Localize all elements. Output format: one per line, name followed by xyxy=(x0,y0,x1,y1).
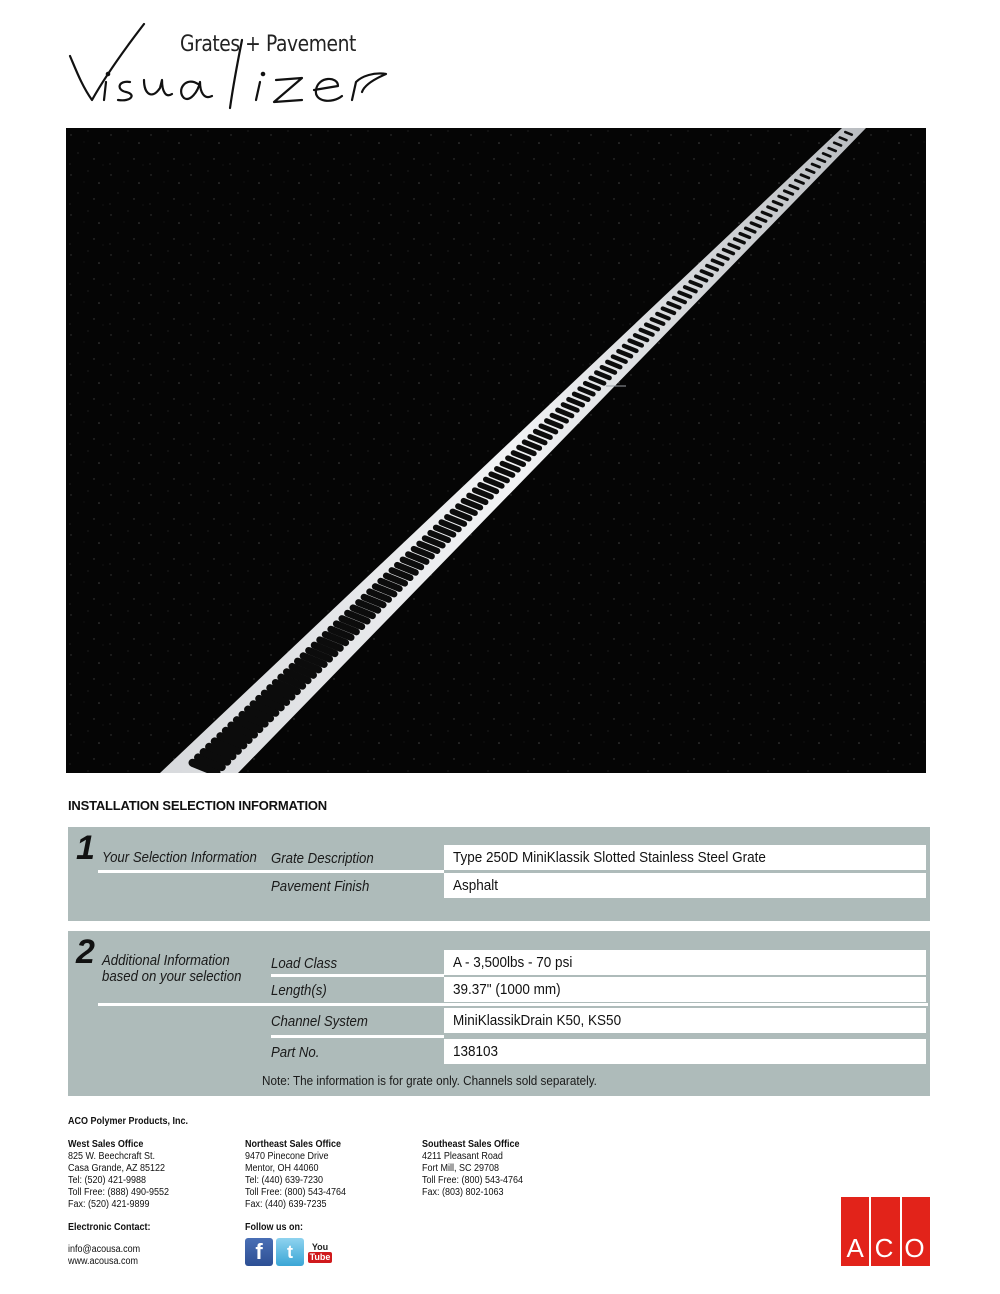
divider xyxy=(98,1003,928,1006)
panel-number: 1 xyxy=(76,829,95,867)
part-no-label: Part No. xyxy=(271,1044,320,1061)
office-heading: Southeast Sales Office xyxy=(422,1139,520,1150)
office-line: 9470 Pinecone Drive xyxy=(245,1151,329,1162)
hero-image xyxy=(66,128,926,773)
office-line: Casa Grande, AZ 85122 xyxy=(68,1163,166,1174)
panel-number: 2 xyxy=(76,933,95,971)
facebook-icon[interactable]: f xyxy=(245,1238,273,1266)
west-sales-office xyxy=(68,1139,169,1211)
section-title: INSTALLATION SELECTION INFORMATION xyxy=(68,798,327,813)
office-line: 825 W. Beechcraft St. xyxy=(68,1151,156,1162)
additional-info-panel xyxy=(68,931,930,1096)
panel-label: Your Selection Information xyxy=(102,849,257,866)
pavement-finish-label: Pavement Finish xyxy=(271,878,370,895)
grate-description-value: Type 250D MiniKlassik Slotted Stainless Steel Grate xyxy=(444,845,926,870)
divider xyxy=(98,870,444,873)
southeast-sales-office xyxy=(422,1139,523,1199)
office-heading: Northeast Sales Office xyxy=(245,1139,342,1150)
office-heading: West Sales Office xyxy=(68,1139,144,1150)
follow-heading: Follow us on: xyxy=(245,1222,303,1233)
length-value: 39.37" (1000 mm) xyxy=(444,977,926,1002)
load-class-value: A - 3,500lbs - 70 psi xyxy=(444,950,926,975)
office-line: Tel: (520) 421-9988 xyxy=(68,1175,147,1186)
panel-note: Note: The information is for grate only. Channels sold separately. xyxy=(262,1073,597,1088)
panel-label-line1: Additional Information xyxy=(102,952,230,969)
email-link[interactable]: info@acousa.com xyxy=(68,1244,141,1255)
length-label: Length(s) xyxy=(271,982,327,999)
panel-label-line2: based on your selection xyxy=(102,968,242,985)
aco-logo-text: A C O xyxy=(846,1233,925,1263)
office-line: Fax: (803) 802-1063 xyxy=(422,1187,504,1198)
divider xyxy=(271,1035,444,1038)
channel-system-value: MiniKlassikDrain K50, KS50 xyxy=(444,1008,926,1033)
visualizer-logo xyxy=(66,20,396,116)
office-line: Mentor, OH 44060 xyxy=(245,1163,319,1174)
office-line: Tel: (440) 639-7230 xyxy=(245,1175,324,1186)
contact-heading: Electronic Contact: xyxy=(68,1222,151,1233)
office-line: Fort Mill, SC 29708 xyxy=(422,1163,500,1174)
load-class-label: Load Class xyxy=(271,955,338,972)
pavement-finish-value: Asphalt xyxy=(444,873,926,898)
selection-panel xyxy=(68,827,930,921)
channel-system-label: Channel System xyxy=(271,1013,368,1030)
office-line: Toll Free: (800) 543-4764 xyxy=(422,1175,524,1186)
logo-subtitle: Grates + Pavement xyxy=(180,32,356,57)
office-line: Toll Free: (800) 543-4764 xyxy=(245,1187,347,1198)
website-link[interactable]: www.acousa.com xyxy=(68,1256,139,1267)
office-line: Toll Free: (888) 490-9552 xyxy=(68,1187,170,1198)
office-line: Fax: (520) 421-9899 xyxy=(68,1199,150,1210)
youtube-icon[interactable]: You Tube xyxy=(307,1238,333,1266)
electronic-contact xyxy=(68,1222,151,1268)
divider xyxy=(271,974,444,977)
company-name: ACO Polymer Products, Inc. xyxy=(68,1116,189,1127)
grate-illustration xyxy=(66,128,926,773)
part-no-value: 138103 xyxy=(444,1039,926,1064)
twitter-icon[interactable]: t xyxy=(276,1238,304,1266)
aco-logo xyxy=(841,1197,930,1266)
grate-description-label: Grate Description xyxy=(271,850,374,867)
social-links xyxy=(245,1238,333,1266)
office-line: 4211 Pleasant Road xyxy=(422,1151,503,1162)
office-line: Fax: (440) 639-7235 xyxy=(245,1199,327,1210)
northeast-sales-office xyxy=(245,1139,346,1211)
